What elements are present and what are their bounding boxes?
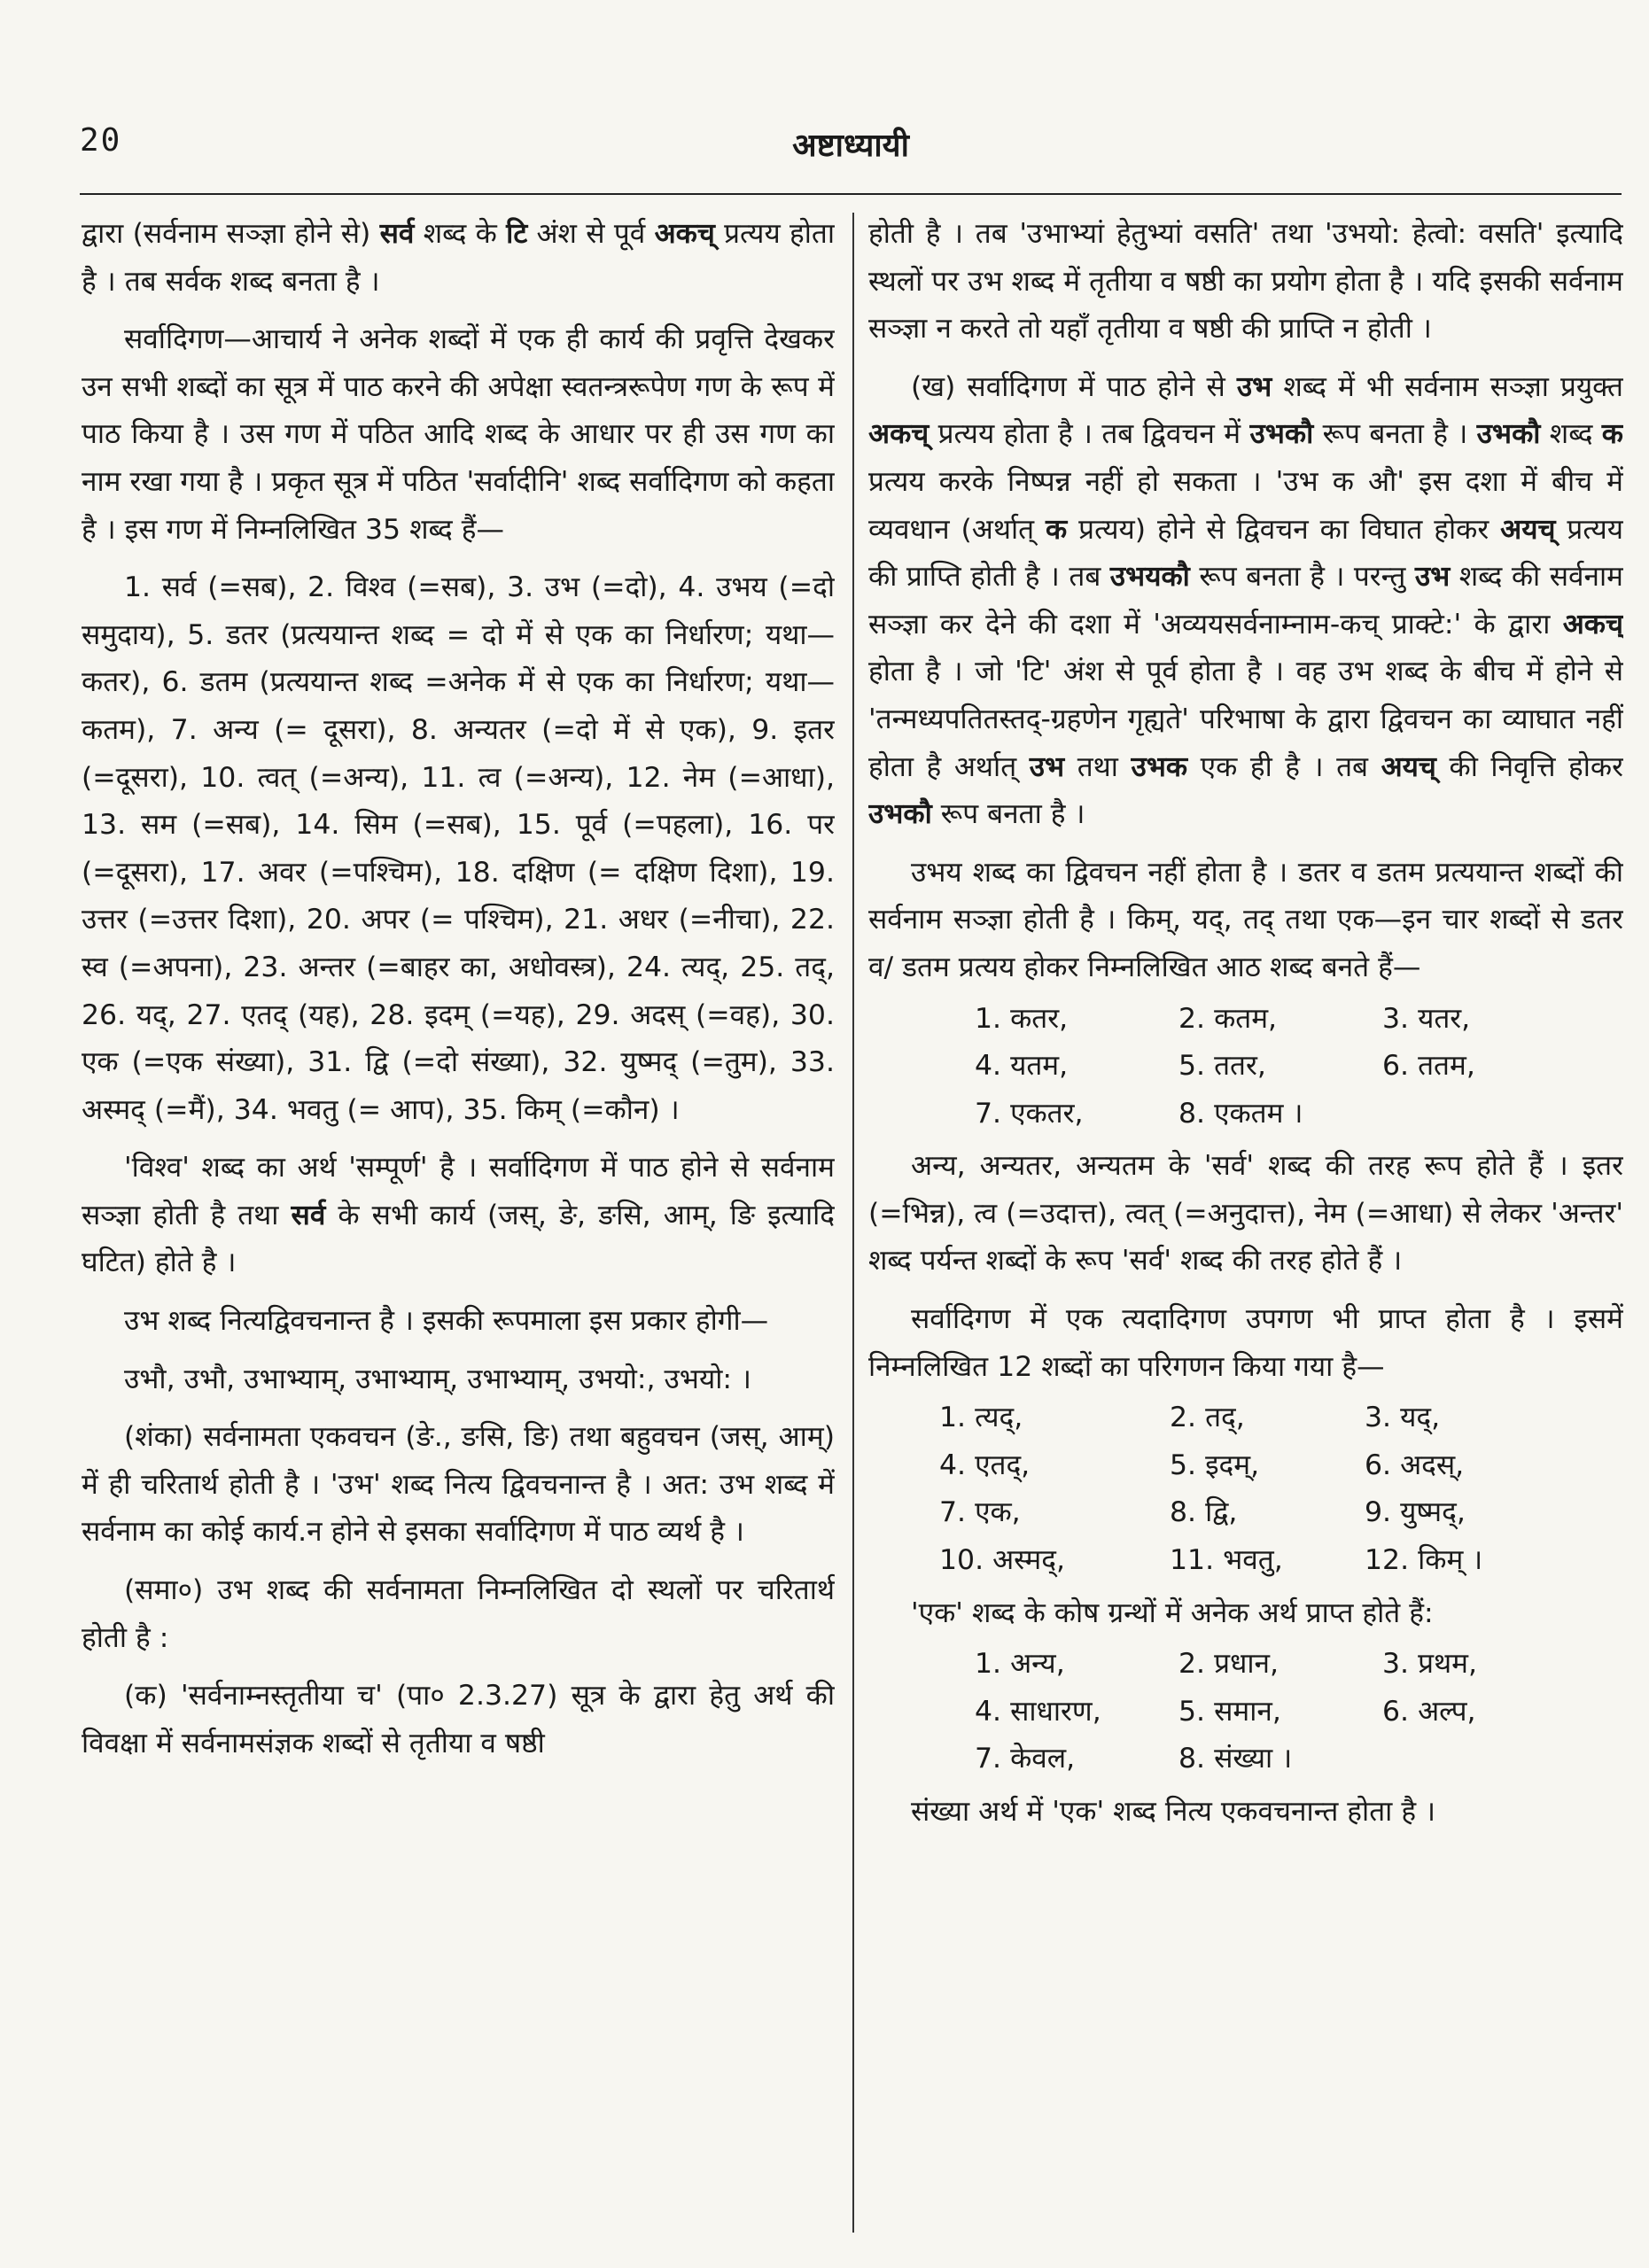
header-rule [80, 193, 1622, 195]
text-run: रूप बनता है । परन्तु [1189, 561, 1415, 594]
list-item: 5. इदम्, [1170, 1449, 1260, 1481]
paragraph: (समा०) उभ शब्द की सर्वनामता निम्नलिखित दो स्थलों पर चरितार्थ होती है : [82, 1574, 835, 1654]
list-item: 1. कतर, [975, 1002, 1069, 1035]
paragraph: 'एक' शब्द के कोष ग्रन्थों में अनेक अर्थ प्राप्त होते हैं: [911, 1596, 1434, 1629]
text-run: शब्द के [414, 218, 507, 250]
running-title: अष्टाध्यायी [792, 128, 909, 164]
text-run: शब्द में भी सर्वनाम सञ्ज्ञा प्रयुक्त [1272, 370, 1623, 403]
list-item: 9. युष्मद्, [1365, 1496, 1466, 1529]
paragraph: उभौ, उभौ, उभाभ्याम्, उभाभ्याम्, उभाभ्याम्, उभयो:, उभयो: । [124, 1363, 751, 1395]
bold-term: अकच् [868, 418, 930, 451]
text-run: शब्द [1540, 418, 1602, 451]
text-run: अंश से पूर्व [527, 218, 655, 250]
list-item: 12. किम् । [1365, 1544, 1483, 1577]
page-number: 20 [80, 122, 122, 159]
bold-term: अयच् [1381, 750, 1436, 783]
paragraph [868, 364, 1623, 839]
list-item: 6. अल्प, [1382, 1695, 1476, 1728]
bold-term: उभ [1029, 750, 1065, 783]
bold-term: उभकौ [1476, 418, 1541, 451]
list-item: 3. प्रथम, [1382, 1648, 1477, 1681]
paragraph [82, 1145, 835, 1287]
bold-term: उभयकौ [1109, 561, 1190, 594]
list-item: 1. अन्य, [975, 1648, 1065, 1681]
bold-term: अयच् [1500, 513, 1556, 546]
list-item: 7. केवल, [975, 1743, 1076, 1775]
list-item: 2. कतम, [1178, 1002, 1278, 1035]
list-item: 4. एतद्, [939, 1449, 1031, 1481]
text-run: रूप बनता है । [1313, 418, 1477, 451]
bold-term: क [1046, 513, 1068, 546]
list-item: 8. एकतम । [1178, 1097, 1303, 1130]
paragraph: संख्या अर्थ में 'एक' शब्द नित्य एकवचनान्त होता है । [911, 1796, 1436, 1828]
text-run: प्रत्यय) होने से द्विवचन का विघात होकर [1067, 513, 1501, 546]
text-run: की निवृत्ति होकर [1435, 750, 1623, 783]
bold-term: अकच् [654, 218, 715, 250]
list-item: 8. संख्या । [1178, 1743, 1293, 1775]
paragraph: 1. सर्व (=सब), 2. विश्व (=सब), 3. उभ (=दो), 4. उभय (=दो समुदाय), 5. डतर (प्रत्ययान्त शब्द = दो में से एक का निर्धारण; यथा—कतर), 6. डतम (प्रत्ययान्त शब्द =अनेक में से एक का निर्धारण; यथा—कतम), 7. अन्य (= दूसरा), 8. अन्यतर (=दो में से एक), 9. इतर (=दूसरा), 10. त्वत् (=अन्य), 11. त्व (=अन्य), 12. नेम (=आधा), 13. सम (=सब), 14. सिम (=सब), 15. पूर्व (=पहला), 16. पर (=दूसरा), 17. अवर (=पश्चिम), 18. दक्षिण (= दक्षिण दिशा), 19. उत्तर (=उत्तर दिशा), 20. अपर (= पश्चिम), 21. अधर (=नीचा), 22. स्व (=अपना), 23. अन्तर (=बाहर का, अधोवस्त्र), 24. त्यद्, 25. तद्, 26. यद्, 27. एतद् (यह), 28. इदम् (=यह), 29. अदस् (=वह), 30. एक (=एक संख्या), 31. द्वि (=दो संख्या), 32. युष्मद् (=तुम), 33. अस्मद् (=मैं), 34. भवतु (= आप), 35. किम् (=कौन) । [82, 571, 835, 1126]
paragraph: होती है । तब 'उभाभ्यां हेतुभ्यां वसति' तथा 'उभयो: हेत्वो: वसति' इत्यादि स्थलों पर उभ शब्द में तृतीया व षष्ठी का प्रयोग होता है । यदि इसकी सर्वनाम सञ्ज्ञा न करते तो यहाँ तृतीया व षष्ठी की प्राप्ति न होती । [868, 218, 1623, 346]
paragraph [82, 211, 835, 306]
right-column [868, 211, 1623, 2240]
list-item: 2. प्रधान, [1178, 1648, 1280, 1681]
bold-term: उभ [1414, 561, 1451, 594]
text-run: प्रत्यय करके निष्पन्न नहीं हो सकता । 'उभ क औ' इस दशा में बीच में व्यवधान (अर्थात् [868, 465, 1623, 546]
text-run: (ख) सर्वादिगण में पाठ होने से [911, 370, 1237, 403]
list-item: 6. ततम, [1382, 1050, 1475, 1083]
text-run: द्वारा (सर्वनाम सञ्ज्ञा होने से) [82, 218, 380, 250]
bold-term: उभकौ [1249, 418, 1314, 451]
list-item: 3. यतर, [1382, 1002, 1471, 1035]
text-run: होता है । जो 'टि' अंश से पूर्व होता है । वह उभ शब्द के बीच में होने से 'तन्मध्यपतितस्तद्-ग्रहणेन गृह्यते' परिभाषा के द्वारा द्विवचन का व्याघात नहीं होता है अर्थात् [868, 656, 1623, 783]
list-item: 6. अदस्, [1365, 1449, 1465, 1481]
list-item: 2. तद्, [1170, 1402, 1245, 1434]
list-item: 7. एक, [939, 1496, 1021, 1529]
text-run: एक ही है । तब [1187, 750, 1381, 783]
bold-term: अकच् [1562, 608, 1623, 641]
word-list [975, 996, 1623, 1138]
text-run: प्रत्यय की प्राप्ति होती है । तब [868, 513, 1623, 594]
list-item: 5. समान, [1178, 1695, 1281, 1728]
text-run: प्रत्यय होता है । तब सर्वक शब्द बनता है । [82, 218, 835, 298]
word-list [975, 1641, 1623, 1783]
column-divider [852, 213, 854, 2233]
list-item: 11. भवतु, [1170, 1544, 1283, 1577]
page-header [80, 122, 1622, 175]
list-item: 4. यतम, [975, 1050, 1069, 1083]
text-run: तथा [1064, 750, 1132, 783]
list-item: 10. अस्मद्, [939, 1544, 1066, 1577]
paragraph: सर्वादिगण में एक त्यदादिगण उपगण भी प्राप्त होता है । इसमें निम्नलिखित 12 शब्दों का परिगणन किया गया है— [868, 1303, 1623, 1383]
list-item: 4. साधारण, [975, 1695, 1101, 1728]
text-run: के सभी कार्य (जस्, ङे, ङसि, आम्, ङि इत्यादि घटित) होते है । [82, 1199, 835, 1279]
list-item: 8. द्वि, [1170, 1496, 1238, 1529]
list-item: 5. ततर, [1178, 1050, 1266, 1083]
list-item: 3. यद्, [1365, 1402, 1441, 1434]
paragraph: अन्य, अन्यतर, अन्यतम के 'सर्व' शब्द की तरह रूप होते हैं । इतर (=भिन्न), त्व (=उदात्त), त्वत् (=अनुदात्त), नेम (=आधा) से लेकर 'अन्तर' शब्द पर्यन्त शब्दों के रूप 'सर्व' शब्द की तरह होते हैं । [868, 1150, 1623, 1278]
bold-term: क [1601, 418, 1623, 451]
bold-term: उभक [1131, 750, 1188, 783]
paragraph: (क) 'सर्वनाम्नस्तृतीया च' (पा० 2.3.27) सूत्र के द्वारा हेतु अर्थ की विवक्षा में सर्वनामसंज्ञक शब्दों से तृतीया व षष्ठी [82, 1680, 835, 1759]
left-column [82, 211, 835, 2240]
paragraph: उभय शब्द का द्विवचन नहीं होता है । डतर व डतम प्रत्ययान्त शब्दों की सर्वनाम सञ्ज्ञा होती है । किम्, यद्, तद् तथा एक—इन चार शब्दों से डतर व/ डतम प्रत्यय होकर निम्नलिखित आठ शब्द बनते हैं— [868, 856, 1623, 983]
text-run: 'विश्व' शब्द का अर्थ 'सम्पूर्ण' है । सर्वादिगण में पाठ होने से सर्वनाम सञ्ज्ञा होती है तथा [82, 1152, 835, 1231]
word-list [939, 1394, 1623, 1584]
bold-term: उभ [1236, 370, 1272, 403]
bold-term: सर्व [379, 218, 415, 250]
bold-term: उभकौ [868, 798, 932, 831]
list-item: 1. त्यद्, [939, 1402, 1023, 1434]
paragraph: सर्वादिगण—आचार्य ने अनेक शब्दों में एक ही कार्य की प्रवृत्ति देखकर उन सभी शब्दों का सूत्र में पाठ करने की अपेक्षा स्वतन्त्ररूपेण गण के रूप में पाठ किया है । उस गण में पठित आदि शब्द के आधार पर ही उस गण का नाम रखा गया है । प्रकृत सूत्र में पठित 'सर्वादीनि' शब्द सर्वादिगण को कहता है । इस गण में निम्नलिखित 35 शब्द हैं— [82, 323, 835, 546]
list-item: 7. एकतर, [975, 1097, 1084, 1130]
bold-term: टि [506, 218, 528, 250]
paragraph: (शंका) सर्वनामता एकवचन (ङे., ङसि, ङि) तथा बहुवचन (जस्, आम्) में ही चरितार्थ होती है । 'उभ' शब्द नित्य द्विवचनान्त है । अत: उभ शब्द में सर्वनाम का कोई कार्य.न होने से इसका सर्वादिगण में पाठ व्यर्थ है । [82, 1421, 835, 1549]
bold-term: सर्व [291, 1199, 326, 1231]
text-run: प्रत्यय होता है । तब द्विवचन में [929, 418, 1250, 451]
text-run: शब्द की सर्वनाम सञ्ज्ञा कर देने की दशा में 'अव्ययसर्वनाम्नाम-कच् प्राक्टे:' के द्वारा [868, 561, 1623, 641]
text-run: रूप बनता है । [931, 798, 1085, 831]
paragraph: उभ शब्द नित्यद्विवचनान्त है । इसकी रूपमाला इस प्रकार होगी— [124, 1305, 769, 1338]
